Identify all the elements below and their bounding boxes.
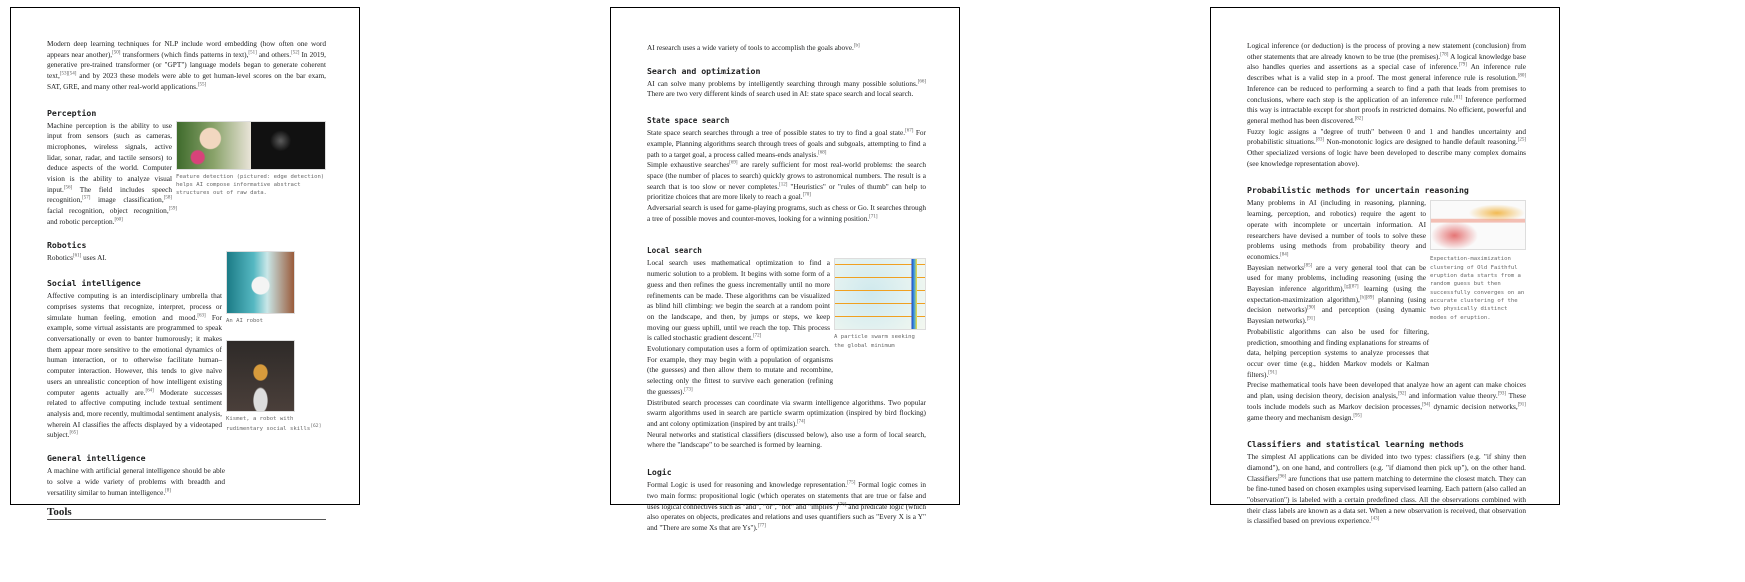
heading-state-space-search: State space search — [647, 116, 730, 126]
tools-intro: AI research uses a wide variety of tools to accomplish the goals above.[b] — [647, 43, 860, 52]
search-paragraph: AI can solve many problems by intelligently searching through many possible solutions.[66] There are two very different kinds of search used in AI: state space search and local search. — [647, 78, 926, 99]
particle-swarm-image[interactable] — [834, 258, 926, 330]
figure-ai-robot — [226, 251, 326, 433]
heading-robotics: Robotics — [47, 239, 87, 250]
kismet-image[interactable] — [226, 340, 295, 412]
heading-probabilistic-methods: Probabilistic methods for uncertain reasoning — [1247, 185, 1469, 196]
edge-detection-image[interactable] — [176, 121, 326, 170]
general-paragraph: A machine with artificial general intelligence should be able to solve a wide variety of problems with breadth and versatility similar to human intelligence.[8] — [47, 466, 225, 497]
heading-logic: Logic — [647, 467, 672, 478]
em-clustering-image[interactable] — [1430, 200, 1526, 250]
perception-paragraph: Machine perception is the ability to use input from sensors (such as cameras, microphones, wireless signals, active lidar, sonar, radar, and tactile sensors) to deduce aspects of the world. Computer vision is the ability to analyze visual input.[56] The field includes speech recognition,[57] image classification,[58] facial recognition, object recognition,[59] and robotic perception.[60] — [47, 120, 177, 226]
heading-general-intelligence: General intelligence — [47, 453, 146, 464]
local-search-paragraph-1: Local search uses mathematical optimization to find a numeric solution to a problem. It begins with some form of a guess and then refines the guess incrementally until no more refinements can be made. These algorithms can be visualized as blind hill climbing: we begin the search at a random point on the landscape, and then, by jumps or steps, we keep moving our guess uphill, until we reach the top. This process is called stochastic gradient descent.[72] — [647, 258, 830, 343]
heading-classifiers: Classifiers and statistical learning methods — [1247, 439, 1464, 450]
particle-swarm-caption: A particle swarm seeking the global minimum — [834, 334, 915, 349]
local-search-paragraph-2: Evolutionary computation uses a form of optimization search. For example, they may begin with a population of organisms (the guesses) and then allow them to mutate and recombine, selecting only the fittest to survive each generation (refining the guesses).[73] — [647, 344, 833, 396]
state-space-paragraph-2: Simple exhaustive searches[69] are rarely sufficient for most real-world problems: the search space (the number of places to search) quickly grows to astronomical numbers. The result is a search that is too slow or never completes.[12] "Heuristics" or "rules of thumb" can help to prioritize choices that are more likely to reach a goal.[70] — [647, 160, 927, 202]
ai-robot-caption: An AI robot — [226, 318, 264, 325]
heading-local-search: Local search — [647, 246, 702, 256]
state-space-paragraph-1: State space search searches through a tree of possible states to try to find a goal state.[67] For example, Planning algorithms search through trees of goals and subgoals, attempting to find a path to a target goal, a process called means-ends analysis.[68] — [647, 128, 926, 159]
probabilistic-paragraph-2: Bayesian networks[85] are a very general tool that can be used for many problems, including reasoning (using the Bayesian inference algorithm),[g][87] learning (using the expectation-maximization algorithm),[h][89] planning (using decision networks)[90] and perception (using dynamic Bayesian networks).[91] — [1247, 262, 1427, 326]
local-search-paragraph-3: Distributed search processes can coordinate via swarm intelligence algorithms. Two popular swarm algorithms used in search are particle swarm optimization (inspired by bird flocking) and ant colony optimization (inspired by ant trails).[74] — [647, 397, 926, 428]
intro-paragraph: Modern deep learning techniques for NLP include word embedding (how often one word appears near another),[50] transformers (which finds patterns in text),[51] and others.[52] In 2019, generative pre-trained transformer (or "GPT") language models began to generate coherent text,[53][54] and by 2023 these models were able to get human-level scores on the bar exam, SAT, GRE, and many other real-world applications.[55] — [47, 39, 326, 91]
edge-detection-caption: Feature detection (pictured: edge detection) helps AI compose informative abstract structures out of raw data. — [176, 173, 325, 197]
figure-edge-detection — [176, 121, 326, 198]
local-search-paragraph-4: Neural networks and statistical classifiers (discussed below), also use a form of local search, where the "landscape" to be searched is formed by learning. — [647, 429, 926, 450]
probabilistic-paragraph-3: Probabilistic algorithms can also be used for filtering, prediction, smoothing and finding explanations for streams of data, helping perception systems to analyze processes that occur over time (e.g., hidden Markov models or Kalman filters).[91] — [1247, 326, 1429, 379]
probabilistic-paragraph-1: Many problems in AI (including in reasoning, planning, learning, perception, and robotics) require the agent to operate with incomplete or uncertain information. AI researchers have devised a number of tools to solve these problems using methods from probability theory and economics.[84] — [1247, 198, 1426, 261]
social-paragraph: Affective computing is an interdisciplinary umbrella that comprises systems that recognize, interpret, process or simulate human feeling, emotion and mood.[63] For example, some virtual assistants are programmed to speak conversationally or even to banter humorously; it makes them appear more sensitive to the emotional dynamics of human interaction, or to otherwise facilitate human–computer interaction. However, this tends to give naïve users an unrealistic conception of how intelligent existing computer agents actually are.[64] Moderate successes related to affective computing include textual sentiment analysis and, more recently, multimodal sentiment analysis, wherein AI classifies the affects displayed by a videotaped subject.[65] — [47, 291, 222, 440]
heading-social-intelligence: Social intelligence — [47, 278, 141, 289]
heading-tools: Tools — [47, 506, 326, 520]
page-3 — [1210, 7, 1560, 526]
logic-paragraph: Formal Logic is used for reasoning and knowledge representation.[75] Formal logic comes in two main forms: propositional logic (which operates on statements that are true or false and uses logical connectives such as "and", "or", "not" and "implies")[76] and predicate logic (which also operates on objects, predicates and relations and uses quantifiers such as "Every X is a Y" and "There are some Xs that are Ys").[77] — [647, 480, 927, 532]
heading-search-optimization: Search and optimization — [647, 65, 761, 76]
state-space-paragraph-3: Adversarial search is used for game-playing programs, such as chess or Go. It searches through a tree of possible moves and counter-moves, looking for a winning position.[71] — [647, 203, 926, 223]
page-2 — [610, 7, 960, 532]
figure-em-clustering — [1430, 200, 1526, 321]
classifiers-paragraph: The simplest AI applications can be divided into two types: classifiers (e.g. "if shiny then diamond"), on one hand, and controllers (e.g. "if diamond then pick up"), on the other hand. Classifiers[96] are functions that use pattern matching to determine the closest match. They can be fine-tuned based on chosen examples using supervised learning. Each pattern (also called an "observation") is labeled with a certain predefined class. All the observations combined with their class labels are known as a data set. When a new observation is received, that observation is classified based on previous experience.[43] — [1247, 452, 1526, 526]
kismet-caption: Kismet, a robot with rudimentary social skills[62] — [226, 415, 322, 432]
heading-perception: Perception — [47, 107, 97, 118]
fuzzy-logic-paragraph: Fuzzy logic assigns a "degree of truth" between 0 and 1 and handles uncertainty and probabilistic situations.[83] Non-monotonic logics are designed to handle default reasoning.[25] Other specialized versions of logic have been developed to describe many complex domains (see knowledge representation above). — [1247, 126, 1526, 168]
probabilistic-paragraph-4: Precise mathematical tools have been developed that analyze how an agent can make choices and plan, using decision theory, decision analysis,[92] and information value theory.[93] These tools include models such as Markov decision processes,[94] dynamic decision networks,[91] game theory and mechanism design.[95] — [1247, 380, 1527, 422]
page-1 — [10, 7, 360, 519]
inference-paragraph: Logical inference (or deduction) is the process of proving a new statement (conclusion) from other statements that are already known to be true (the premises).[78] A logical knowledge base also handles queries and assertions as a special case of inference.[79] An inference rule describes what is a valid step in a proof. The most general inference rule is resolution.[80] Inference can be reduced to performing a search to find a path that leads from premises to conclusions, where each step is the application of an inference rule.[81] Inference performed this way is intractable except for short proofs in restricted domains. No efficient, powerful and general method has been discovered.[82] — [1247, 41, 1527, 125]
robotics-paragraph: Robotics[61] uses AI. — [47, 252, 107, 262]
ai-robot-image[interactable] — [226, 251, 295, 314]
figure-particle-swarm — [834, 258, 926, 350]
em-clustering-caption: Expectation-maximization clustering of Old Faithful eruption data starts from a random guess but then successfully converges on an accurate clustering of the two physically distinct modes of eruption. — [1430, 256, 1525, 321]
